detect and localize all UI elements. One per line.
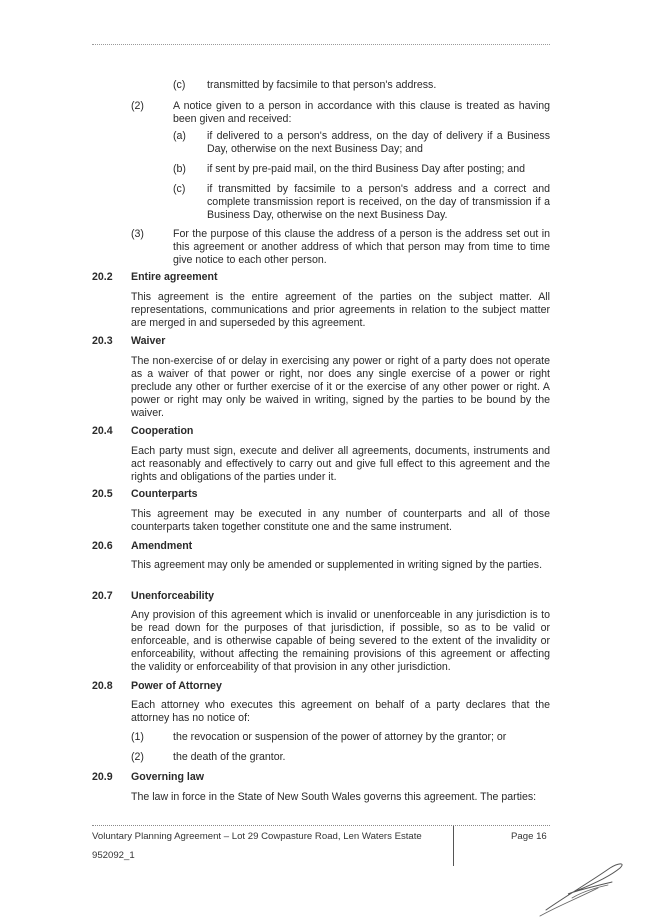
section-title: Entire agreement [131, 271, 218, 283]
clause-text: A notice given to a person in accordance with this clause is treated as having been given and received: [173, 100, 550, 125]
item-label: (2) [131, 751, 144, 763]
section-title: Waiver [131, 335, 166, 347]
clause-label: (2) [131, 100, 144, 112]
clause-text: For the purpose of this clause the address of a person is the address set out in this agreement or another address of which that person may from time to time give notice to each other person. [173, 228, 550, 266]
section-number: 20.6 [92, 540, 113, 552]
section-title: Power of Attorney [131, 680, 222, 692]
section-body: The non-exercise of or delay in exercising any power or right of a party does not operate as a waiver of that power or right, nor does any single exercise of a power or right preclude any other or further exercise of it or the exercise of any other power or right. A power or right may only be waived in writing, signed by the parties to be bound by the waiver. [131, 355, 550, 419]
section-number: 20.4 [92, 425, 113, 437]
section-body: Each party must sign, execute and deliver all agreements, documents, instruments and act reasonably and effectively to carry out and give full effect to this agreement and the rights and obligations of the parties under it. [131, 445, 550, 483]
section-title: Cooperation [131, 425, 194, 437]
section-number: 20.8 [92, 680, 113, 692]
section-title: Counterparts [131, 488, 198, 500]
signature-initials [538, 858, 638, 918]
footer-divider [453, 826, 454, 866]
section-body: Each attorney who executes this agreement on behalf of a party declares that the attorney has no notice of: [131, 699, 550, 724]
item-label: (c) [173, 79, 186, 91]
item-text: transmitted by facsimile to that person's address. [207, 79, 437, 91]
header-rule [92, 44, 550, 45]
item-label: (1) [131, 731, 144, 743]
item-text: if sent by pre-paid mail, on the third Business Day after posting; and [207, 163, 525, 175]
section-number: 20.9 [92, 771, 113, 783]
footer-rule [92, 825, 550, 826]
section-title: Amendment [131, 540, 193, 552]
footer-title: Voluntary Planning Agreement – Lot 29 Cowpasture Road, Len Waters Estate [92, 831, 422, 842]
item-label: (a) [173, 130, 186, 142]
clause-label: (3) [131, 228, 144, 240]
page-number: Page 16 [511, 831, 547, 842]
item-text: the death of the grantor. [173, 751, 286, 763]
section-body: The law in force in the State of New South Wales governs this agreement. The parties: [131, 791, 537, 803]
section-title: Governing law [131, 771, 204, 783]
section-number: 20.7 [92, 590, 113, 602]
section-body: This agreement may be executed in any number of counterparts and all of those counterparts taken together constitute one and the same instrument. [131, 508, 550, 533]
item-text: if transmitted by facsimile to a person's address and a correct and complete transmission report is received, on the day of transmission if a Business Day, otherwise on the next Business Day. [207, 183, 550, 221]
item-label: (c) [173, 183, 186, 195]
document-id: 952092_1 [92, 850, 135, 861]
section-number: 20.5 [92, 488, 113, 500]
section-body: This agreement is the entire agreement of the parties on the subject matter. All representations, communications and prior agreements in relation to the subject matter are merged in and superseded by this agreement. [131, 291, 550, 329]
section-title: Unenforceability [131, 590, 215, 602]
item-text: if delivered to a person's address, on the day of delivery if a Business Day, otherwise on the next Business Day; and [207, 130, 550, 155]
section-number: 20.2 [92, 271, 113, 283]
section-number: 20.3 [92, 335, 113, 347]
item-text: the revocation or suspension of the power of attorney by the grantor; or [173, 731, 507, 743]
section-body: This agreement may only be amended or supplemented in writing signed by the parties. [131, 559, 543, 571]
section-body: Any provision of this agreement which is invalid or unenforceable in any jurisdiction is to be read down for the purposes of that jurisdiction, if possible, so as to be valid or enforceable, and is otherwise capable of being severed to the extent of the invalidity or enforceability, without affecting the remaining provisions of this agreement or affecting the validity or enforceability of that provision in any other jurisdiction. [131, 609, 550, 673]
item-label: (b) [173, 163, 186, 175]
